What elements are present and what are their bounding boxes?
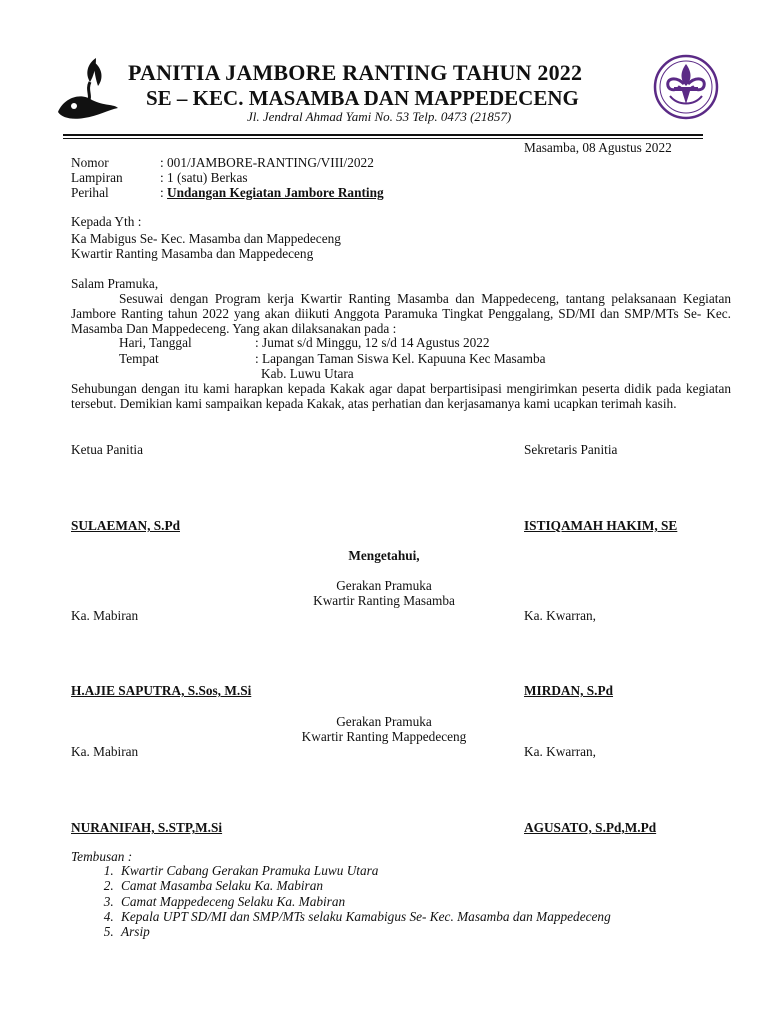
body-paragraph-2: Sehubungan dengan itu kami harapkan kepada Kakak agar dapat berpartisipasi mengirimkan peserta didik pada kegiatan tersebut. Demikian kami sampaikan kepada Kakak, atas perhatian dan kerjasamanya kami ucapkan terimah kasih.	[71, 381, 731, 411]
meta-value-lampiran: : 1 (satu) Berkas	[160, 170, 248, 185]
role-kwarran-block1: Ka. Kwarran,	[524, 608, 596, 623]
meta-label-perihal: Perihal	[71, 185, 109, 200]
event-date-label: Hari, Tanggal	[119, 335, 192, 350]
signature-name-chair: SULAEMAN, S.Pd	[71, 518, 180, 533]
signature-name-secretary: ISTIQAMAH HAKIM, SE	[524, 518, 678, 533]
role-mabiran-block2: Ka. Mabiran	[71, 744, 139, 759]
org-line-2-block1: Kwartir Ranting Masamba	[313, 593, 455, 608]
name-mabiran-block1: H.AJIE SAPUTRA, S.Sos, M.Si	[71, 683, 252, 698]
org-line-1-block2: Gerakan Pramuka	[336, 714, 432, 729]
acknowledged-heading: Mengetahui,	[348, 548, 420, 563]
letterhead-title: PANITIA JAMBORE RANTING TAHUN 2022	[128, 60, 583, 85]
tunas-kelapa-logo	[52, 54, 126, 126]
meta-label-lampiran: Lampiran	[71, 170, 123, 185]
org-line-1-block1: Gerakan Pramuka	[336, 578, 432, 593]
cc-item-4: 4. Kepala UPT SD/MI dan SMP/MTs selaku Kamabigus Se- Kec. Masamba dan Mappedeceng	[117, 909, 611, 924]
greeting: Salam Pramuka,	[71, 276, 159, 291]
name-kwarran-block1: MIRDAN, S.Pd	[524, 683, 614, 698]
letterhead-subtitle: SE – KEC. MASAMBA DAN MAPPEDECENG	[146, 86, 579, 110]
event-date-value: : Jumat s/d Minggu, 12 s/d 14 Agustus 2022	[255, 335, 490, 350]
event-place-value-2: Kab. Luwu Utara	[261, 366, 354, 381]
cc-item-2: 2. Camat Masamba Selaku Ka. Mabiran	[117, 878, 611, 893]
signature-role-secretary: Sekretaris Panitia	[524, 442, 618, 457]
event-place-label: Tempat	[119, 351, 159, 366]
cc-item-5: 5. Arsip	[117, 924, 611, 939]
cc-item-3: 3. Camat Mappedeceng Selaku Ka. Mabiran	[117, 894, 611, 909]
event-place-value: : Lapangan Taman Siswa Kel. Kapuuna Kec Masamba	[255, 351, 546, 366]
role-mabiran-block1: Ka. Mabiran	[71, 608, 139, 623]
meta-value-perihal: : Undangan Kegiatan Jambore Ranting	[160, 185, 384, 200]
meta-label-nomor: Nomor	[71, 155, 109, 170]
meta-value-nomor: : 001/JAMBORE-RANTING/VIII/2022	[160, 155, 374, 170]
cc-list	[71, 863, 611, 939]
place-date: Masamba, 08 Agustus 2022	[524, 140, 672, 155]
cc-item-1: 1. Kwartir Cabang Gerakan Pramuka Luwu Utara	[117, 863, 611, 878]
org-line-2-block2: Kwartir Ranting Mappedeceng	[301, 729, 467, 744]
letterhead-rule-thin	[63, 138, 703, 139]
name-mabiran-block2: NURANIFAH, S.STP,M.Si	[71, 820, 223, 835]
name-kwarran-block2: AGUSATO, S.Pd,M.Pd	[524, 820, 657, 835]
letterhead-rule	[63, 134, 703, 136]
world-scout-emblem-logo	[652, 54, 720, 120]
cc-heading: Tembusan :	[71, 849, 133, 864]
signature-role-chair: Ketua Panitia	[71, 442, 144, 457]
recipient-1: Ka Mabigus Se- Kec. Masamba dan Mappedeceng	[71, 231, 341, 246]
recipient-2: Kwartir Ranting Masamba dan Mappedeceng	[71, 246, 314, 261]
letterhead-address: Jl. Jendral Ahmad Yami No. 53 Telp. 0473 (21857)	[247, 109, 512, 124]
body-paragraph-1: Sesuwai dengan Program kerja Kwartir Ranting Masamba dan Mappedeceng, tantang pelaksanaan Kegiatan Jambore Ranting tahun 2022 yang akan diikuti Anggota Paramuka Tingkat Penggalang, SD/MI dan SMP/MTs Se- Kec. Masamba Dan Mappedeceng. Yang akan dilaksanakan pada :	[71, 291, 731, 336]
role-kwarran-block2: Ka. Kwarran,	[524, 744, 596, 759]
to-heading: Kepada Yth :	[71, 214, 142, 229]
subject-text: Undangan Kegiatan Jambore Ranting	[167, 185, 384, 200]
